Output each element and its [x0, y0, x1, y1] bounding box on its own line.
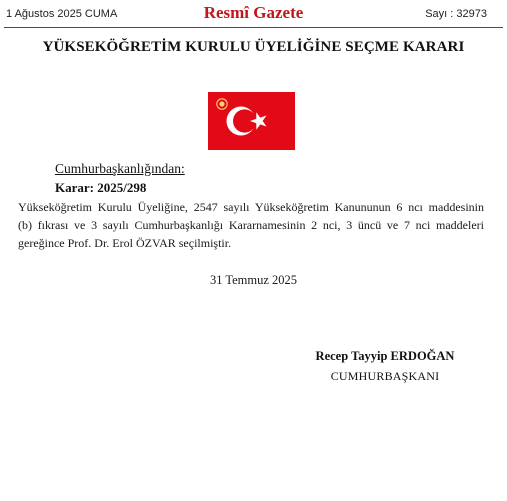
signer-title: CUMHURBAŞKANI — [330, 369, 440, 383]
issue-number: Sayı : 32973 — [425, 8, 487, 20]
gazette-header — [0, 0, 507, 26]
issuing-authority: Cumhurbaşkanlığından: — [55, 161, 185, 176]
decision-body — [18, 198, 484, 252]
decision-date: 31 Temmuz 2025 — [209, 273, 298, 287]
body-line: gereğince Prof. Dr. Erol ÖZVAR seçilmiştir. — [18, 236, 232, 250]
body-line: (b) fıkrası ve 3 sayılı Cumhurbaşkanlığı Kararnamesinin 2 nci, 3 üncü ve 7 nci maddeleri — [18, 218, 484, 232]
body-line: Yükseköğretim Kurulu Üyeliğine, 2547 sayılı Yükseköğretim Kanununun 6 ncı maddesinin — [18, 200, 484, 214]
document-title: YÜKSEKÖĞRETİM KURULU ÜYELİĞİNE SEÇME KARARI — [42, 39, 465, 55]
issue-date: 1 Ağustos 2025 CUMA — [6, 8, 118, 20]
header-divider — [4, 27, 503, 28]
gazette-title: Resmî Gazete — [203, 3, 304, 22]
signer-name: Recep Tayyip ERDOĞAN — [315, 349, 455, 363]
decision-number: Karar: 2025/298 — [55, 180, 147, 195]
turkish-flag-icon — [208, 92, 295, 150]
